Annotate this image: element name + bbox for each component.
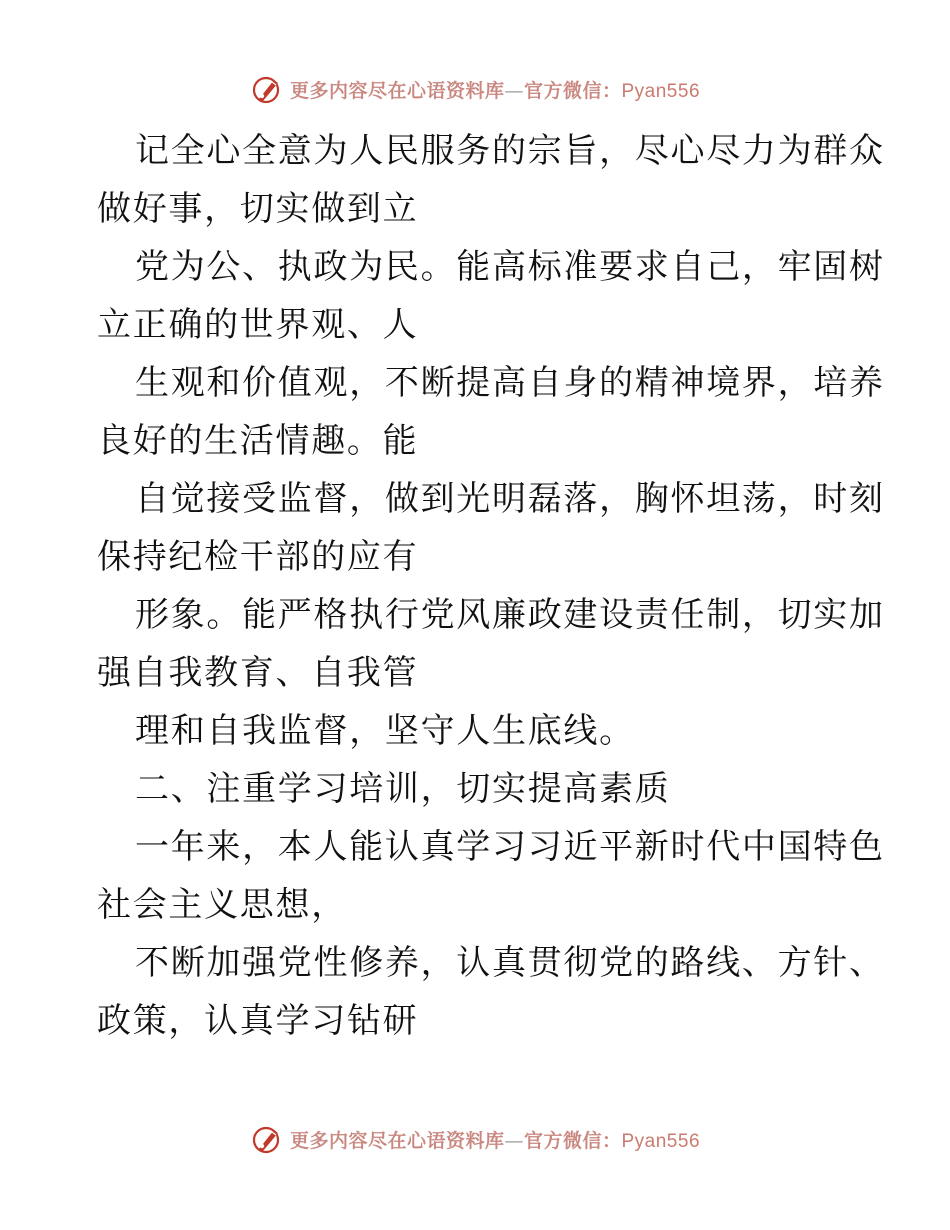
pen-logo-icon (250, 72, 284, 106)
text-line: 社会主义思想， (97, 885, 347, 925)
text-line: 理和自我监督，坚守人生底线。 (135, 711, 635, 751)
text-line: 做好事，切实做到立 (97, 189, 419, 229)
watermark-text: 更多内容尽在心语资料库—官方微信：Pyan556 (289, 1129, 701, 1152)
text-line: 强自我教育、自我管 (97, 653, 419, 693)
text-line: 保持纪检干部的应有 (97, 537, 419, 577)
text-line: 一年来，本人能认真学习习近平新时代中国特色 (135, 827, 885, 867)
text-line: 自觉接受监督，做到光明磊落，胸怀坦荡，时刻 (135, 479, 885, 519)
text-line: 立正确的世界观、人 (97, 305, 419, 345)
pen-logo-icon (250, 1122, 284, 1156)
text-line: 政策，认真学习钻研 (97, 1001, 419, 1041)
text-line: 记全心全意为人民服务的宗旨，尽心尽力为群众 (135, 131, 885, 171)
text-line: 良好的生活情趣。能 (97, 421, 419, 461)
text-line: 二、注重学习培训，切实提高素质 (135, 769, 671, 809)
document-body (97, 122, 885, 1050)
text-line: 不断加强党性修养，认真贯彻党的路线、方针、 (135, 943, 885, 983)
text-line: 党为公、执政为民。能高标准要求自己，牢固树 (135, 247, 885, 287)
watermark-text: 更多内容尽在心语资料库—官方微信：Pyan556 (289, 79, 701, 102)
footer-watermark (0, 1122, 950, 1156)
text-line: 生观和价值观，不断提高自身的精神境界，培养 (135, 363, 885, 403)
header-watermark (0, 72, 950, 106)
text-line: 形象。能严格执行党风廉政建设责任制，切实加 (135, 595, 885, 635)
